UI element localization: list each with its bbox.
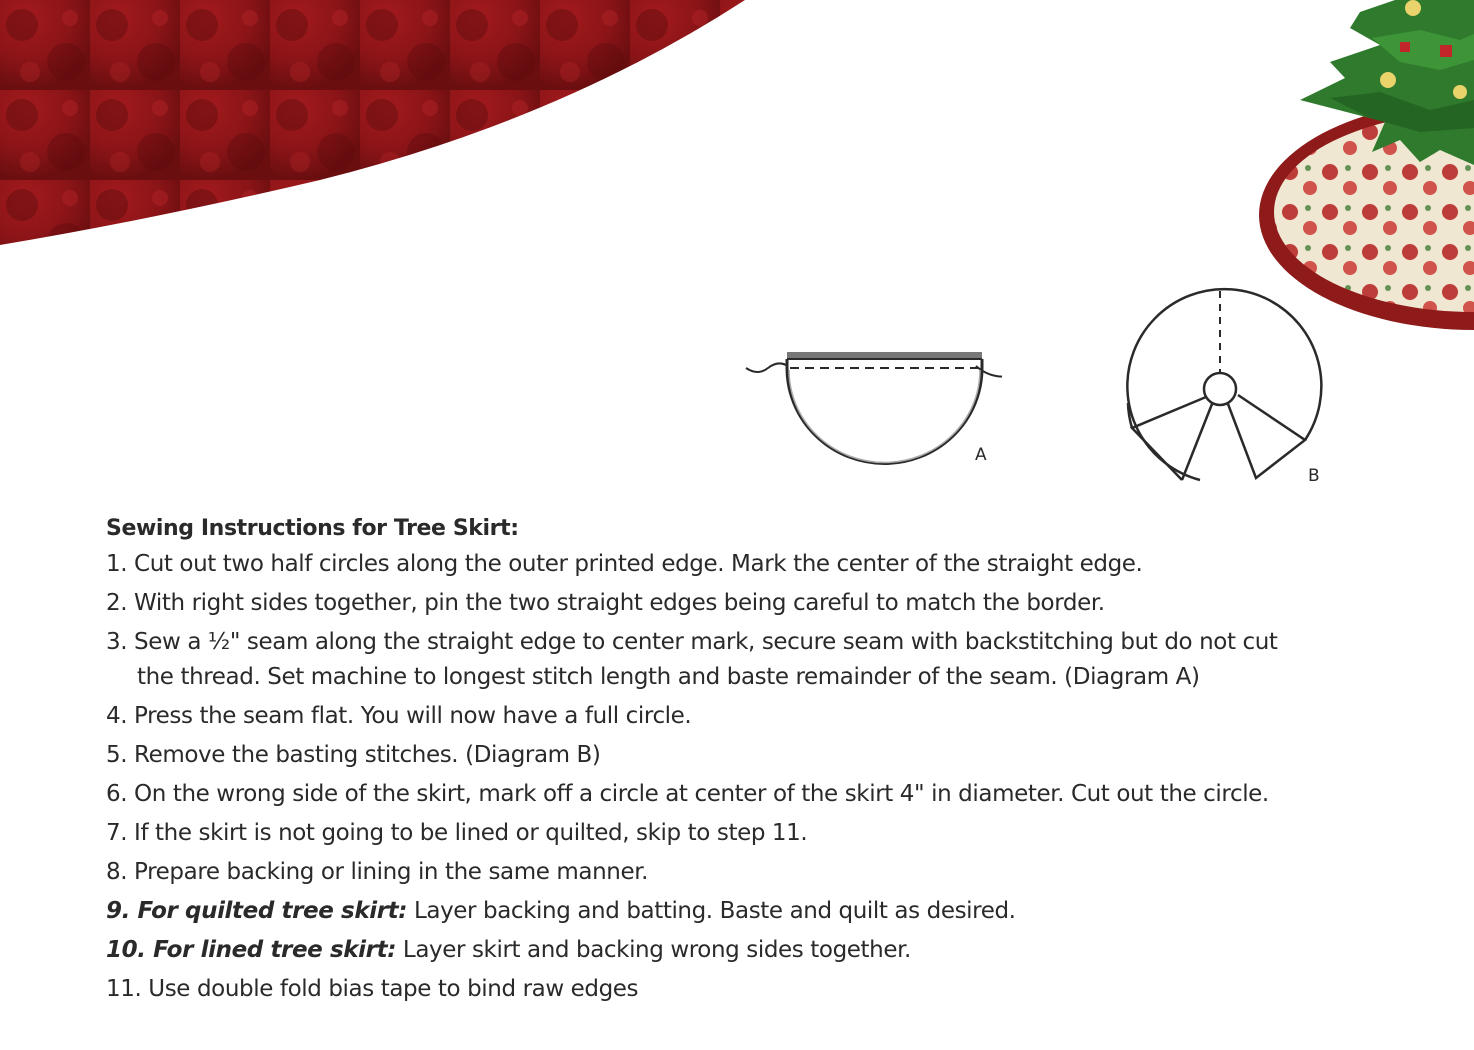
step-10: 10. For lined tree skirt: Layer skirt and backing wrong sides together. <box>106 937 911 963</box>
diagram-a <box>742 340 1002 475</box>
step-8: 8. Prepare backing or lining in the same manner. <box>106 859 649 885</box>
wedge-center-right <box>1228 395 1305 478</box>
step-10-emphasis: 10. For lined tree skirt: <box>106 937 396 963</box>
red-skirt-arc <box>0 0 745 245</box>
step-2: 2. With right sides together, pin the two straight edges being careful to match the border. <box>106 590 1105 616</box>
step-3: 3. Sew a ½" seam along the straight edge to center mark, secure seam with backstitching but do not cut the thread. Set machine to longest stitch length and baste remainder of the seam. (Diagram A) <box>106 623 1466 697</box>
diagram-b <box>1120 283 1330 488</box>
diagram-a-label: A <box>975 445 987 465</box>
tree-illustration <box>1259 0 1474 330</box>
step-9-emphasis: 9. For quilted tree skirt: <box>106 898 408 924</box>
step-9: 9. For quilted tree skirt: Layer backing and batting. Baste and quilt as desired. <box>106 898 1016 924</box>
step-5: 5. Remove the basting stitches. (Diagram B) <box>106 742 601 768</box>
step-1: 1. Cut out two half circles along the outer printed edge. Mark the center of the straight edge. <box>106 551 1143 577</box>
wedge-left <box>1132 397 1206 480</box>
step-6: 6. On the wrong side of the skirt, mark off a circle at center of the skirt 4" in diameter. Cut out the circle. <box>106 781 1269 807</box>
center-hole <box>1204 373 1236 405</box>
instructions-heading: Sewing Instructions for Tree Skirt: <box>106 516 519 541</box>
step-11: 11. Use double fold bias tape to bind raw edges <box>106 976 639 1002</box>
half-circle <box>787 359 982 463</box>
step-3-continuation: the thread. Set machine to longest stitch length and baste remainder of the seam. (Diagram A) <box>137 664 1200 690</box>
step-4: 4. Press the seam flat. You will now have a full circle. <box>106 703 692 729</box>
thread-left <box>746 363 788 372</box>
wedge-center-left <box>1182 404 1212 480</box>
diagram-b-label: B <box>1308 466 1320 486</box>
instructions <box>106 509 1466 1009</box>
step-7: 7. If the skirt is not going to be lined or quilted, skip to step 11. <box>106 820 808 846</box>
